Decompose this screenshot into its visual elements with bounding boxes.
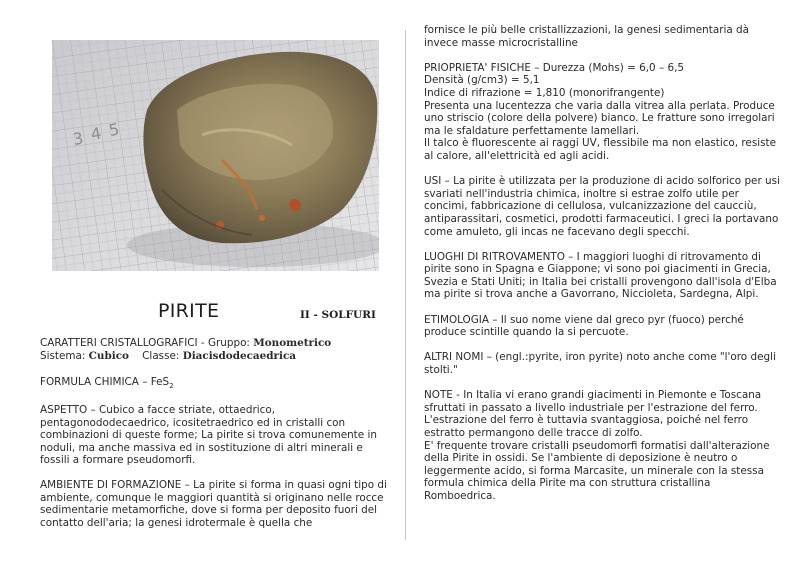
gruppo-value: Monometrico [253, 337, 332, 349]
proprieta-densita: Densità (g/cm3) = 5,1 [424, 74, 540, 87]
classe-label: Classe: [142, 349, 183, 362]
proprieta-lucentezza: Presenta una lucentezza che varia dalla vitrea alla perlata. Produce uno striscio (colore della polvere) bianco. Le fratture sono irregolari ma le sfaldature perfettamente lamellari. [424, 99, 775, 137]
ambiente-text: AMBIENTE DI FORMAZIONE – La pirite si forma in quasi ogni tipo di ambiente, comunque le maggiori quantità si originano nelle rocce sedimentarie metamorfiche, dove si forma per deposito fuori del contatto dell'aria; la genesi idrotermale è quella che [40, 479, 387, 529]
svg-text:4: 4 [89, 123, 103, 144]
proprieta-section [424, 62, 784, 163]
proprieta-talco: Il talco è fluorescente ai raggi UV, flessibile ma non elastico, resiste al calore, all'elettricità ed agli acidi. [424, 137, 776, 162]
caratteri-line [40, 337, 390, 350]
ambiente-section [40, 479, 390, 529]
note-text-2: E' frequente trovare cristalli pseudomorfi formatisi dall'alterazione della Pirite in ossidi. Se l'ambiente di deposizione è neutro o leggermente acido, si forma Marcasite, un minerale con la stessa formula chimica della Pirite ma con struttura cristallina Romboedrica. [424, 439, 770, 502]
sistema-label: Sistema: [40, 349, 89, 362]
formula-section [40, 376, 390, 393]
sistema-value: Cubico [88, 349, 129, 362]
caratteri-label: CARATTERI CRISTALLOGRAFICI - Gruppo: [40, 337, 254, 349]
usi-text: USI – La pirite è utilizzata per la produzione di acido solforico per usi svariati nell'industria chimica, inoltre si estrae zolfo utile per concimi, fabbricazione di cellulosa, vulcanizzazione del caucciù, antiparassitari, cosmetici, prodotti farmaceutici. I greci la portavano come amuleto, gli incas ne facevano degli specchi. [424, 175, 780, 238]
svg-text:5: 5 [107, 119, 121, 140]
svg-text:3: 3 [71, 128, 85, 149]
note-text-1: NOTE - In Italia vi erano grandi giacimenti in Piemonte e Toscana sfruttati in passato a livello industriale per l'estrazione del ferro. L'estrazione del ferro è tuttavia svantaggiosa, poiché nel ferro estratto permangono delle tracce di zolfo. [424, 389, 762, 439]
formula-subscript: 2 [169, 382, 174, 391]
sistema-line [40, 350, 390, 363]
mineral-photo [52, 40, 379, 271]
continuation-text: fornisce le più belle cristallizzazioni, la genesi sedimentaria dà invece masse microcristalline [424, 24, 749, 49]
etimologia-text: ETIMOLOGIA – Il suo nome viene dal greco pyr (fuoco) perché produce scintille quando la si percuote. [424, 313, 744, 339]
proprieta-rifrazione: Indice di rifrazione = 1,810 (monorifrangente) [424, 86, 665, 99]
aspetto-text: ASPETTO – Cubico a facce striate, ottaedrico, pentagonododecaedrico, icositetraedrico ed in cristalli con combinazioni di queste forme; La pirite si trova comunemente in noduli, ma anche massiva ed in sostituzione di altri minerali e fossili a formare pseudomorfi. [40, 404, 377, 467]
proprieta-durezza: PRIOPRIETA' FISICHE – Durezza (Mohs) = 6,0 – 6,5 [424, 61, 684, 74]
formula-label: FORMULA CHIMICA – FeS [40, 376, 170, 388]
column-divider [405, 30, 406, 540]
caratteri-section [40, 337, 390, 362]
pyrite-specimen-image [52, 40, 379, 271]
luoghi-text: LUOGHI DI RITROVAMENTO – I maggiori luoghi di ritrovamento di pirite sono in Spagna e Giappone; vi sono poi giacimenti in Grecia, Svezia e Stati Uniti; in Italia bei cristalli provengono dall'isola d'Elba ma pirite si trova anche a Gavorrano, Niccioleta, Sardegna, Alpi. [424, 250, 777, 301]
aspetto-section [40, 404, 390, 467]
classe-value: Diacisdodecaedrica [182, 349, 297, 362]
right-column [424, 24, 784, 503]
note-section [424, 389, 784, 502]
page-title: PIRITE [158, 300, 220, 322]
altri-nomi-text: ALTRI NOMI – (engl.:pyrite, iron pyrite) noto anche come "l'oro degli stolti." [424, 351, 776, 377]
mineral-class-label: II - SOLFURI [300, 309, 376, 321]
